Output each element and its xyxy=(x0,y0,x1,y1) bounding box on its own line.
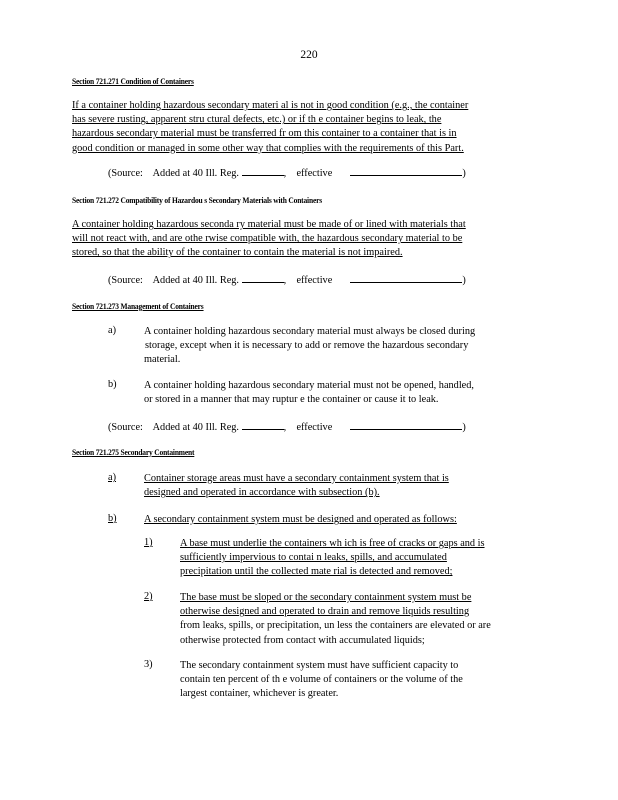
section-body xyxy=(72,218,466,261)
item-text: Container storage areas must have a secondary containment system that is designed and operated in accordance with subsection (b). xyxy=(144,473,449,499)
subitem-text: A base must underlie the containers wh ich is free of cracks or gaps and is sufficiently impervious to contai n leaks, spills, and accumulated precipitation until the collected mate rial is detected and removed; xyxy=(180,538,485,578)
section-heading: Section 721.273 Management of Containers xyxy=(72,301,204,311)
blank-line xyxy=(350,420,462,430)
body-line: has severe rusting, apparent stru ctural defects, etc.) or if th e container begins to leak, the xyxy=(72,114,442,126)
blank-line xyxy=(242,166,284,176)
subitem-text: The base must be sloped or the secondary containment system must be otherwise designed and operated to drain and remove liquids resulting from leaks, spills, or precipitation, un less the containers are elevated or are otherwise protected from contact with accumulated liquids; xyxy=(180,592,491,646)
subitem-text: The secondary containment system must have sufficient capacity to contain ten percent of th e volume of containers or the volume of the largest container, whichever is greater. xyxy=(180,660,463,700)
body-line: If a container holding hazardous secondary materi al is not in good condition (e.g., the container xyxy=(72,100,469,111)
body-line: A container holding hazardous seconda ry material must be made of or lined with materials that xyxy=(72,219,466,230)
page-number: 220 xyxy=(300,49,318,61)
item-label: a) xyxy=(108,472,116,483)
subitem-label: 3) xyxy=(144,659,153,670)
section-heading: Section 721.271 Condition of Containers xyxy=(72,76,194,86)
item-label: a) xyxy=(108,325,116,336)
item-text: A container holding hazardous secondary material must not be opened, handled, or stored in a manner that may ruptur e the container or cause it to leak. xyxy=(144,380,474,406)
body-line: hazardous secondary material must be transferred fr om this container to a container that is in xyxy=(72,128,457,140)
item-text: A container holding hazardous secondary material must always be closed during storage, except when it is necessary to add or remove the hazardous secondary material. xyxy=(144,326,476,366)
body-line: will not react with, and are othe rwise compatible with, the hazardous secondary material to be xyxy=(72,233,463,245)
item-text: A secondary containment system must be designed and operated as follows: xyxy=(144,514,457,525)
subitem-label: 2) xyxy=(144,591,153,602)
item-label: b) xyxy=(108,513,117,524)
section-body xyxy=(72,99,468,156)
blank-line xyxy=(242,273,284,283)
body-line: stored, so that the ability of the container to contain the material is not impaired. xyxy=(72,247,403,259)
blank-line xyxy=(350,166,462,176)
source-note: (Source: Added at 40 Ill. Reg. , effective ) xyxy=(108,275,466,286)
source-note: (Source: Added at 40 Ill. Reg. , effective ) xyxy=(108,168,466,179)
subitem-label: 1) xyxy=(144,537,153,548)
section-heading: Section 721.275 Secondary Containment xyxy=(72,447,195,457)
blank-line xyxy=(242,420,284,430)
item-label: b) xyxy=(108,379,117,390)
blank-line xyxy=(350,273,462,283)
section-heading: Section 721.272 Compatibility of Hazardou s Secondary Materials with Containers xyxy=(72,195,322,205)
body-line: good condition or managed in some other way that complies with the requirements of this Part. xyxy=(72,142,464,154)
source-note: (Source: Added at 40 Ill. Reg. , effective ) xyxy=(108,422,466,433)
